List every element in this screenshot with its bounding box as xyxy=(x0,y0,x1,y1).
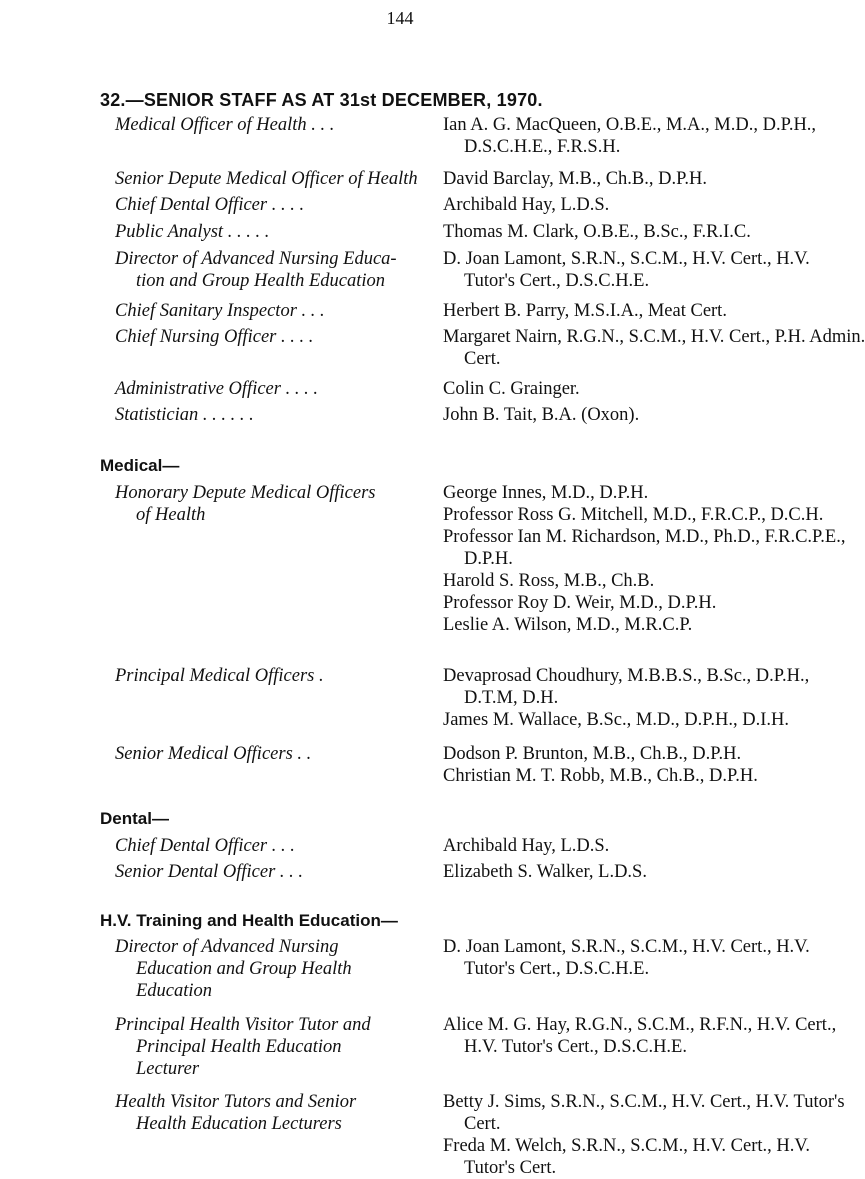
role-label: Education xyxy=(136,981,213,1001)
role-label: Lecturer xyxy=(136,1059,200,1079)
staff-name: Tutor's Cert., D.S.C.H.E. xyxy=(464,271,650,291)
role-label: Principal Health Visitor Tutor and xyxy=(115,1015,371,1035)
role-label: Director of Advanced Nursing Educa- xyxy=(115,249,397,269)
staff-name: Thomas M. Clark, O.B.E., B.Sc., F.R.I.C. xyxy=(443,222,751,242)
staff-name: D.S.C.H.E., F.R.S.H. xyxy=(464,137,621,157)
staff-name: D. Joan Lamont, S.R.N., S.C.M., H.V. Cert., H.V. xyxy=(443,249,810,269)
section-heading-medical: Medical— xyxy=(100,456,180,475)
staff-name: John B. Tait, B.A. (Oxon). xyxy=(443,405,640,425)
staff-name: Freda M. Welch, S.R.N., S.C.M., H.V. Cert., H.V. xyxy=(443,1136,810,1156)
role-label: tion and Group Health Education xyxy=(136,271,386,291)
section-heading-dental: Dental— xyxy=(100,809,169,828)
staff-name: Dodson P. Brunton, M.B., Ch.B., D.P.H. xyxy=(443,744,742,764)
staff-name: Elizabeth S. Walker, L.D.S. xyxy=(443,862,647,882)
staff-name: Harold S. Ross, M.B., Ch.B. xyxy=(443,571,655,591)
staff-name: Margaret Nairn, R.G.N., S.C.M., H.V. Cert., P.H. Admin. xyxy=(443,327,865,347)
staff-name: Tutor's Cert. xyxy=(464,1158,557,1178)
role-label: Health Visitor Tutors and Senior xyxy=(115,1092,357,1112)
role-label: Senior Dental Officer . . . xyxy=(115,862,304,882)
role-label: Medical Officer of Health . . . xyxy=(115,115,335,135)
staff-name: Cert. xyxy=(464,349,501,369)
staff-name: Christian M. T. Robb, M.B., Ch.B., D.P.H. xyxy=(443,766,758,786)
staff-name: Alice M. G. Hay, R.G.N., S.C.M., R.F.N., H.V. Cert., xyxy=(443,1015,837,1035)
staff-name: Professor Ian M. Richardson, M.D., Ph.D., F.R.C.P.E., xyxy=(443,527,846,547)
staff-name: Betty J. Sims, S.R.N., S.C.M., H.V. Cert., H.V. Tutor's xyxy=(443,1092,845,1112)
role-label: Senior Depute Medical Officer of Health xyxy=(115,169,418,189)
role-label: Principal Health Education xyxy=(136,1037,342,1057)
staff-name: Professor Ross G. Mitchell, M.D., F.R.C.P., D.C.H. xyxy=(443,505,824,525)
staff-name: D.T.M, D.H. xyxy=(464,688,559,708)
staff-name: Leslie A. Wilson, M.D., M.R.C.P. xyxy=(443,615,693,635)
staff-name: Cert. xyxy=(464,1114,501,1134)
staff-name: James M. Wallace, B.Sc., M.D., D.P.H., D.I.H. xyxy=(443,710,790,730)
staff-name: Herbert B. Parry, M.S.I.A., Meat Cert. xyxy=(443,301,727,321)
staff-name: Devaprosad Choudhury, M.B.B.S., B.Sc., D.P.H., xyxy=(443,666,810,686)
role-label: Public Analyst . . . . . xyxy=(115,222,270,242)
role-label: Education and Group Health xyxy=(136,959,352,979)
role-label: Health Education Lecturers xyxy=(136,1114,342,1134)
staff-name: Archibald Hay, L.D.S. xyxy=(443,836,610,856)
role-label: of Health xyxy=(136,505,206,525)
staff-name: Professor Roy D. Weir, M.D., D.P.H. xyxy=(443,593,717,613)
role-label: Chief Nursing Officer . . . . xyxy=(115,327,314,347)
role-label: Principal Medical Officers . xyxy=(115,666,324,686)
role-label: Honorary Depute Medical Officers xyxy=(115,483,376,503)
role-label: Chief Dental Officer . . . xyxy=(115,836,295,856)
staff-name: Archibald Hay, L.D.S. xyxy=(443,195,610,215)
role-label: Statistician . . . . . . xyxy=(115,405,254,425)
staff-name: Tutor's Cert., D.S.C.H.E. xyxy=(464,959,650,979)
role-label: Director of Advanced Nursing xyxy=(115,937,339,957)
staff-name: Ian A. G. MacQueen, O.B.E., M.A., M.D., D.P.H., xyxy=(443,115,817,135)
staff-name: H.V. Tutor's Cert., D.S.C.H.E. xyxy=(464,1037,687,1057)
staff-name: D.P.H. xyxy=(464,549,513,569)
role-label: Chief Dental Officer . . . . xyxy=(115,195,305,215)
staff-name: George Innes, M.D., D.P.H. xyxy=(443,483,649,503)
role-label: Chief Sanitary Inspector . . . xyxy=(115,301,325,321)
staff-name: Colin C. Grainger. xyxy=(443,379,580,399)
role-label: Administrative Officer . . . . xyxy=(115,379,318,399)
role-label: Senior Medical Officers . . xyxy=(115,744,312,764)
document-title: 32.—SENIOR STAFF AS AT 31st DECEMBER, 1970. xyxy=(100,90,543,110)
staff-name: D. Joan Lamont, S.R.N., S.C.M., H.V. Cert., H.V. xyxy=(443,937,810,957)
staff-name: David Barclay, M.B., Ch.B., D.P.H. xyxy=(443,169,707,189)
page-number: 144 xyxy=(386,8,414,28)
section-heading-hv-training: H.V. Training and Health Education— xyxy=(100,911,398,930)
